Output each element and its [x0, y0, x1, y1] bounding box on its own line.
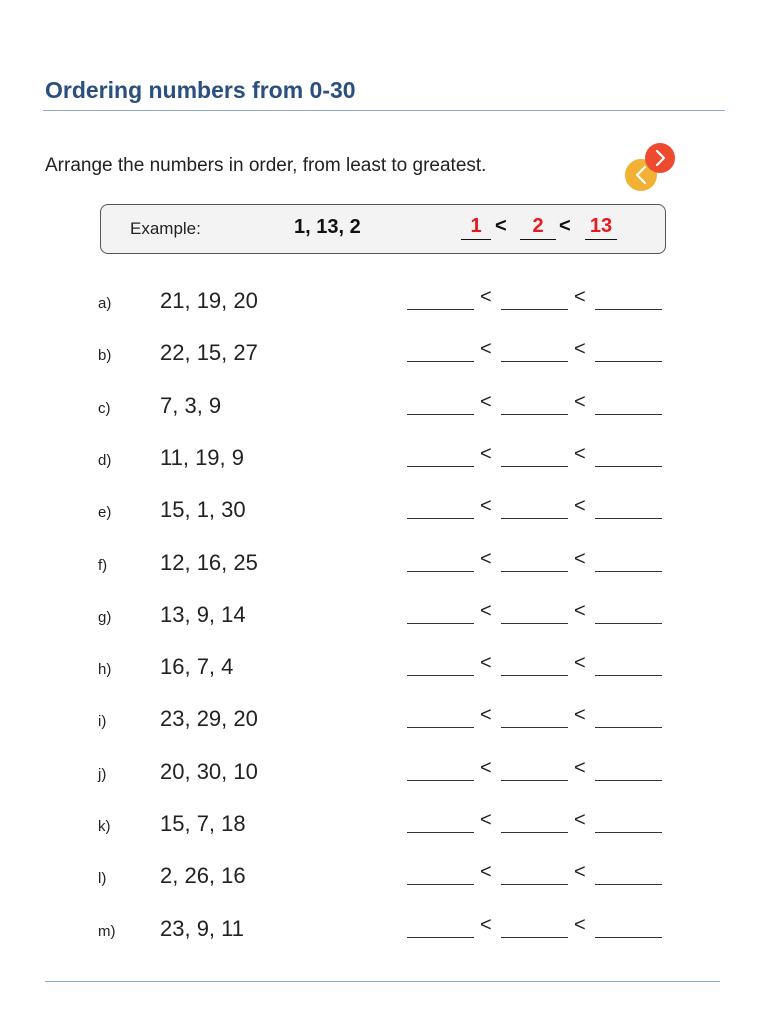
problem-row [0, 701, 768, 741]
problem-numbers: 22, 15, 27 [160, 340, 258, 366]
problem-row [0, 911, 768, 951]
example-box [100, 204, 666, 254]
answer-blank[interactable] [407, 623, 474, 624]
problem-row [0, 545, 768, 585]
answer-blank[interactable] [501, 727, 568, 728]
problem-letter: b) [98, 347, 112, 365]
less-than-symbol: < [574, 756, 586, 779]
problem-numbers: 7, 3, 9 [160, 392, 222, 418]
less-than-symbol: < [480, 652, 492, 675]
answer-blank[interactable] [595, 623, 662, 624]
problem-letter: a) [98, 295, 112, 312]
less-than-symbol: < [574, 652, 586, 675]
answer-blank[interactable] [407, 361, 474, 362]
answer-blank[interactable] [501, 571, 568, 572]
example-answer-2: 2 [520, 215, 556, 240]
less-than-symbol: < [495, 215, 507, 237]
problem-row [0, 806, 768, 846]
answer-blank[interactable] [501, 414, 568, 415]
less-than-symbol: < [574, 809, 586, 831]
less-than-symbol: < [559, 215, 571, 237]
answer-blank[interactable] [407, 466, 474, 467]
problem-row [0, 335, 768, 375]
problem-numbers: 11, 19, 9 [160, 444, 244, 470]
less-than-symbol: < [574, 338, 586, 361]
answer-blank[interactable] [501, 466, 568, 467]
problem-row [0, 388, 768, 428]
less-than-symbol: < [574, 599, 586, 622]
answer-blank[interactable] [595, 727, 662, 728]
answer-blank[interactable] [595, 884, 662, 885]
problem-letter: e) [98, 504, 112, 522]
answer-blank[interactable] [595, 414, 662, 415]
less-than-symbol: < [480, 809, 492, 831]
less-than-symbol: < [574, 861, 586, 884]
problem-letter: f) [98, 556, 108, 574]
problem-row [0, 597, 768, 637]
less-than-symbol: < [574, 286, 586, 308]
problem-letter: g) [98, 608, 112, 626]
less-than-symbol: < [480, 390, 492, 413]
less-than-symbol: < [574, 704, 586, 727]
problem-letter: j) [98, 765, 107, 783]
problem-letter: c) [98, 399, 111, 417]
problem-letter: m) [98, 922, 116, 940]
answer-blank[interactable] [407, 309, 474, 310]
answer-blank[interactable] [407, 414, 474, 415]
problem-numbers: 13, 9, 14 [160, 601, 246, 627]
problem-row [0, 754, 768, 794]
answer-blank[interactable] [595, 518, 662, 519]
example-answer [459, 215, 659, 245]
less-than-symbol: < [480, 861, 492, 884]
answer-blank[interactable] [501, 884, 568, 885]
problem-letter: h) [98, 661, 112, 679]
problem-numbers: 12, 16, 25 [160, 549, 258, 575]
less-than-symbol: < [574, 442, 586, 465]
problem-row [0, 492, 768, 532]
answer-blank[interactable] [595, 571, 662, 572]
less-than-symbol: < [574, 390, 586, 413]
answer-blank[interactable] [595, 937, 662, 938]
less-than-symbol: < [574, 913, 586, 936]
answer-blank[interactable] [501, 832, 568, 833]
less-than-symbol: < [480, 338, 492, 361]
example-label: Example: [130, 219, 201, 238]
problem-row [0, 283, 768, 323]
answer-blank[interactable] [407, 832, 474, 833]
answer-blank[interactable] [595, 675, 662, 676]
problem-numbers: 16, 7, 4 [160, 654, 234, 680]
answer-blank[interactable] [501, 937, 568, 938]
answer-blank[interactable] [407, 780, 474, 781]
problem-row [0, 858, 768, 898]
problem-row [0, 649, 768, 689]
problem-letter: i) [98, 713, 107, 731]
answer-blank[interactable] [501, 675, 568, 676]
answer-blank[interactable] [595, 466, 662, 467]
answer-blank[interactable] [595, 361, 662, 362]
answer-blank[interactable] [501, 623, 568, 624]
answer-blank[interactable] [501, 361, 568, 362]
less-than-symbol: < [574, 495, 586, 518]
less-than-symbol: < [480, 442, 492, 465]
answer-blank[interactable] [501, 518, 568, 519]
answer-blank[interactable] [595, 309, 662, 310]
problem-numbers: 21, 19, 20 [160, 288, 258, 313]
problem-numbers: 23, 9, 11 [160, 915, 244, 941]
less-than-symbol: < [480, 599, 492, 622]
title-divider [43, 110, 725, 111]
chevron-badge-logo-icon [622, 142, 678, 194]
answer-blank[interactable] [595, 780, 662, 781]
answer-blank[interactable] [595, 832, 662, 833]
answer-blank[interactable] [407, 518, 474, 519]
less-than-symbol: < [480, 547, 492, 570]
less-than-symbol: < [480, 495, 492, 518]
problem-letter: d) [98, 451, 112, 469]
answer-blank[interactable] [407, 937, 474, 938]
instructions: Arrange the numbers in order, from least to greatest. [45, 155, 487, 176]
less-than-symbol: < [480, 704, 492, 727]
answer-blank[interactable] [501, 309, 568, 310]
problem-numbers: 23, 29, 20 [160, 706, 258, 732]
example-answer-1: 1 [461, 215, 491, 240]
answer-blank[interactable] [501, 780, 568, 781]
answer-blank[interactable] [407, 727, 474, 728]
page-title: Ordering numbers from 0-30 [45, 77, 356, 103]
less-than-symbol: < [574, 547, 586, 570]
problem-numbers: 20, 30, 10 [160, 758, 258, 784]
answer-blank[interactable] [407, 884, 474, 885]
problem-numbers: 15, 7, 18 [160, 811, 246, 836]
problem-letter: k) [98, 818, 111, 835]
problem-numbers: 2, 26, 16 [160, 863, 246, 889]
less-than-symbol: < [480, 756, 492, 779]
problem-row [0, 440, 768, 480]
less-than-symbol: < [480, 286, 492, 308]
example-numbers: 1, 13, 2 [294, 216, 361, 238]
footer-divider [45, 981, 720, 982]
answer-blank[interactable] [407, 675, 474, 676]
answer-blank[interactable] [407, 571, 474, 572]
problem-letter: l) [98, 870, 107, 888]
example-answer-3: 13 [585, 215, 617, 240]
problem-numbers: 15, 1, 30 [160, 497, 246, 523]
less-than-symbol: < [480, 913, 492, 936]
